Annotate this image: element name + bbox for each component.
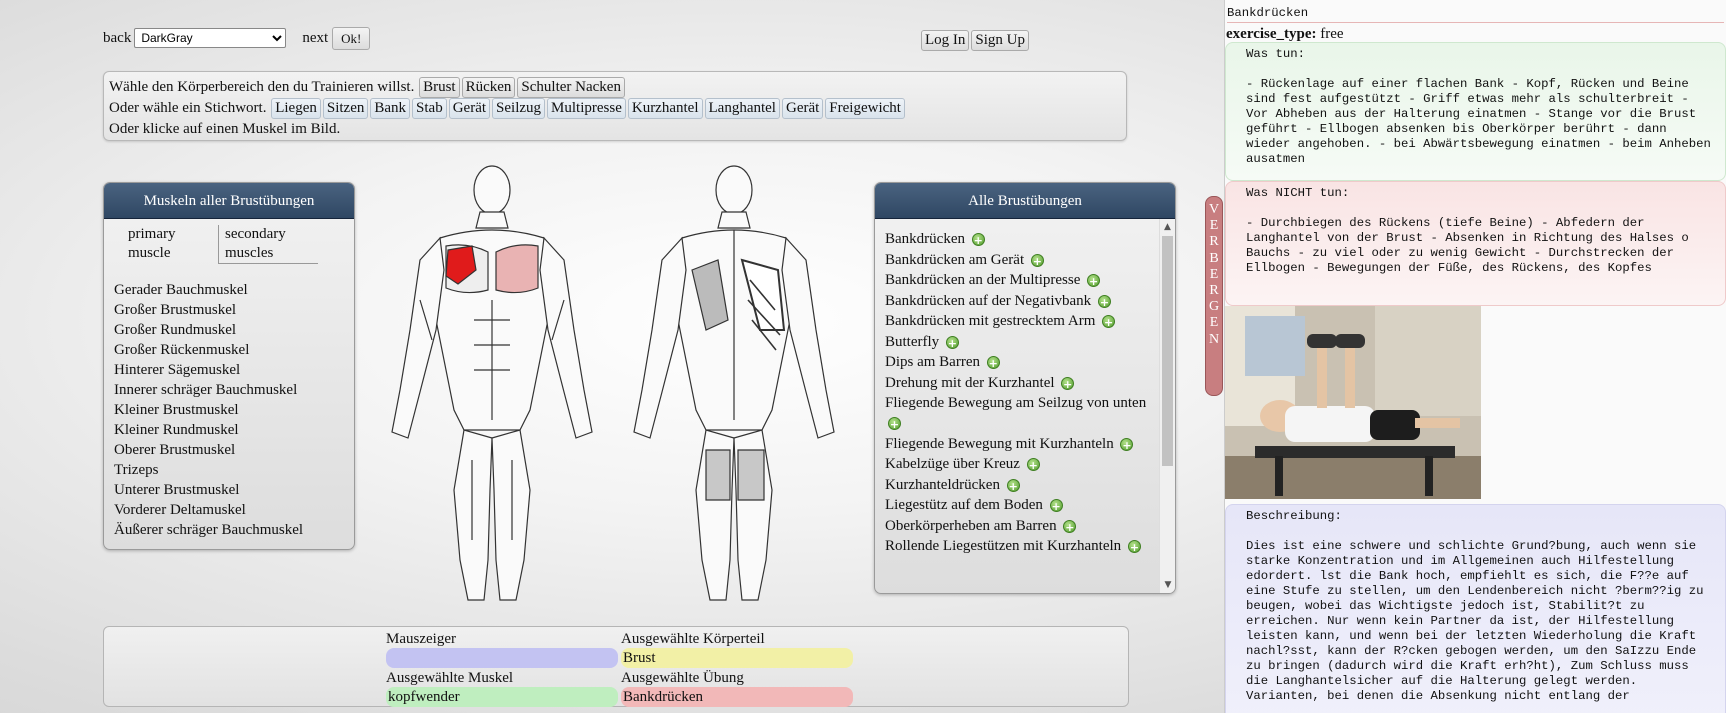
- muscle-list-item[interactable]: Kleiner Brustmuskel: [114, 402, 239, 418]
- keyword-buttons: [270, 100, 906, 116]
- signup-button[interactable]: Sign Up: [971, 30, 1029, 51]
- add-exercise-icon[interactable]: +: [889, 418, 900, 432]
- exercise-list-item[interactable]: [885, 475, 1155, 495]
- detail-title: Bankdrücken: [1227, 6, 1724, 23]
- exercise-name[interactable]: Dips am Barren: [885, 354, 980, 370]
- bodypart-row: [109, 77, 1121, 98]
- add-exercise-icon[interactable]: +: [1089, 275, 1099, 289]
- bodypart-label: Ausgewählte Körperteil: [621, 631, 765, 647]
- add-exercise-icon[interactable]: +: [973, 234, 983, 248]
- muscle-list: [114, 280, 354, 540]
- exercise-name[interactable]: Liegestütz auf dem Boden: [885, 497, 1043, 513]
- back-body-figure[interactable]: [634, 166, 834, 600]
- exercise-scroll-area[interactable]: [875, 219, 1175, 593]
- muscle-panel: [103, 182, 355, 550]
- keyword-button[interactable]: Langhantel: [705, 98, 780, 119]
- hide-tab-label: V E R B E R G E N: [1208, 202, 1220, 347]
- muscle-label: Ausgewählte Muskel: [386, 670, 514, 686]
- exercise-type-key: exercise_type:: [1226, 26, 1317, 42]
- do-text: - Rückenlage auf einer flachen Bank - Kopf, Rücken und Beine sind fest aufgestützt - Griff etwas mehr als schulterbreit - Vor Abheben aus der Halterung einatmen - Stange vor die Brust geführt - Ellbogen absenken bis Oberkörper berührt - dann wieder angehoben. - bei Abwärtsbewegung einatmen - beim Anheben ausatmen: [1246, 77, 1719, 166]
- muscle-list-item[interactable]: Innerer schräger Bauchmuskel: [114, 382, 298, 398]
- add-exercise-icon[interactable]: +: [1065, 520, 1075, 534]
- keyword-button[interactable]: Multipresse: [547, 98, 626, 119]
- add-exercise-icon[interactable]: +: [947, 336, 958, 350]
- add-exercise-icon[interactable]: +: [1129, 541, 1140, 555]
- mouse-value: [386, 648, 618, 668]
- keyword-button[interactable]: Seilzug: [492, 98, 545, 119]
- exercise-list-item[interactable]: [885, 454, 1155, 474]
- muscle-click-hint: Oder klicke auf einen Muskel im Bild.: [109, 121, 341, 137]
- muscle-value: kopfwender: [386, 687, 618, 707]
- exercise-list-item[interactable]: [885, 352, 1155, 372]
- muscle-list-item[interactable]: Großer Rückenmuskel: [114, 342, 250, 358]
- back-label: back: [103, 29, 132, 46]
- exercise-detail: [1224, 0, 1726, 713]
- exercise-name[interactable]: Fliegende Bewegung mit Kurzhanteln: [885, 435, 1114, 452]
- login-button[interactable]: Log In: [921, 30, 969, 51]
- do-box: [1225, 42, 1726, 181]
- keyword-prompt: Oder wähle ein Stichwort.: [109, 100, 267, 116]
- exercise-name[interactable]: Kurzhanteldrücken: [885, 476, 1000, 493]
- keyword-row: [109, 98, 1121, 119]
- front-body-figure[interactable]: [392, 166, 592, 600]
- bodypart-value: Brust: [621, 648, 853, 668]
- add-exercise-icon[interactable]: +: [1122, 438, 1132, 452]
- keyword-button[interactable]: Bank: [370, 98, 410, 119]
- scroll-thumb[interactable]: [1162, 236, 1173, 466]
- mouse-label: Mauszeiger: [386, 631, 456, 647]
- dont-heading: Was NICHT tun:: [1246, 186, 1350, 200]
- muscle-list-item[interactable]: Großer Brustmuskel: [114, 302, 237, 318]
- do-heading: Was tun:: [1246, 47, 1306, 61]
- add-exercise-icon[interactable]: +: [988, 357, 998, 371]
- exercise-name[interactable]: Bankdrücken mit gestrecktem Arm: [885, 313, 1096, 329]
- keyword-button[interactable]: Gerät: [782, 98, 823, 119]
- exercise-name[interactable]: Fliegende Bewegung am Seilzug von unten: [885, 395, 1147, 411]
- exercise-name[interactable]: Oberkörperheben am Barren: [885, 517, 1057, 534]
- exercise-list-item[interactable]: [885, 270, 1155, 290]
- exercise-type: [1225, 23, 1726, 42]
- description-heading: Beschreibung:: [1246, 509, 1342, 523]
- exercise-value: Bankdrücken: [621, 687, 853, 707]
- exercise-status: [621, 669, 853, 707]
- keyword-button[interactable]: Sitzen: [323, 98, 369, 119]
- exercise-name[interactable]: Bankdrücken: [885, 231, 965, 247]
- muscle-list-item[interactable]: Vorderer Deltamuskel: [114, 502, 246, 518]
- next-label: next: [302, 29, 329, 46]
- keyword-button[interactable]: Liegen: [271, 98, 321, 119]
- add-exercise-icon[interactable]: +: [1008, 479, 1018, 493]
- exercise-name[interactable]: Bankdrücken an der Multipresse: [885, 272, 1081, 288]
- exercise-name[interactable]: Rollende Liegestützen mit Kurzhanteln: [885, 538, 1122, 554]
- muscle-list-item[interactable]: Gerader Bauchmuskel: [114, 282, 248, 298]
- exercise-list-item[interactable]: [885, 250, 1155, 270]
- exercise-scrollbar[interactable]: [1159, 219, 1175, 593]
- exercise-photo: [1225, 306, 1481, 499]
- add-exercise-icon[interactable]: +: [1032, 254, 1042, 268]
- keyword-button[interactable]: Stab: [412, 98, 447, 119]
- auth-buttons: [920, 30, 1030, 51]
- exercise-list-item[interactable]: [885, 229, 1155, 249]
- muscle-list-item[interactable]: Äußerer schräger Bauchmuskel: [114, 522, 304, 538]
- color-select[interactable]: [134, 28, 286, 48]
- anatomy-svg[interactable]: [380, 160, 860, 620]
- bodypart-status: [621, 630, 853, 668]
- exercise-list-item[interactable]: [885, 332, 1155, 352]
- exercise-name[interactable]: Butterfly: [885, 333, 940, 350]
- bodypart-buttons: [418, 79, 626, 95]
- exercise-label: Ausgewählte Übung: [621, 670, 744, 686]
- anatomy-figures[interactable]: [380, 160, 860, 620]
- exercise-list-item[interactable]: [885, 373, 1155, 393]
- bodypart-prompt: Wähle den Körperbereich den du Trainieren willst.: [109, 79, 415, 95]
- muscle-list-item[interactable]: Trizeps: [114, 462, 159, 478]
- scroll-down-icon[interactable]: ▼: [1164, 580, 1172, 590]
- muscle-list-item[interactable]: Kleiner Rundmuskel: [114, 422, 239, 438]
- exercise-name[interactable]: Drehung mit der Kurzhantel: [885, 374, 1055, 391]
- exercise-list-item[interactable]: [885, 495, 1155, 515]
- description-box: [1225, 504, 1726, 713]
- selection-box: [103, 71, 1127, 141]
- exercise-panel-title: Alle Brustübungen: [875, 183, 1175, 219]
- exercise-type-value: free: [1320, 26, 1344, 42]
- add-exercise-icon[interactable]: +: [1099, 295, 1110, 309]
- exercise-list-item[interactable]: [885, 311, 1155, 331]
- scroll-up-icon[interactable]: ▲: [1164, 222, 1171, 232]
- bodypart-button[interactable]: Schulter Nacken: [517, 77, 625, 98]
- add-exercise-icon[interactable]: +: [1104, 316, 1114, 330]
- exercise-list-item[interactable]: [885, 536, 1155, 556]
- exercise-list-item[interactable]: [885, 393, 1155, 433]
- keyword-button[interactable]: Gerät: [449, 98, 490, 119]
- muscle-tabs: [122, 225, 326, 264]
- tab-secondary-muscles[interactable]: secondary muscles: [218, 225, 318, 264]
- dont-text: - Durchbiegen des Rückens (tiefe Beine) - Abfedern der Langhantel von der Brust - Absenken in Richtung des Halses o Bauchs - zu viel oder zu wenig Gewicht - Durchstrecken der Ellbogen - Bewegungen der Füße, des Rückens, des Kopfes: [1246, 216, 1697, 275]
- color-navigation: [103, 26, 371, 50]
- muscle-list-item[interactable]: Oberer Brustmuskel: [114, 442, 236, 458]
- add-exercise-icon[interactable]: +: [1028, 459, 1038, 473]
- bodypart-button[interactable]: Rücken: [462, 77, 516, 98]
- tab-primary-muscle[interactable]: primary muscle: [128, 226, 176, 261]
- mouse-status: [386, 630, 618, 668]
- keyword-button[interactable]: Freigewicht: [825, 98, 905, 119]
- muscle-list-item[interactable]: Großer Rundmuskel: [114, 322, 237, 338]
- muscle-list-item[interactable]: Hinterer Sägemuskel: [114, 362, 241, 378]
- muscle-panel-title: Muskeln aller Brustübungen: [104, 183, 354, 219]
- exercise-list-item[interactable]: [885, 516, 1155, 536]
- selection-status: [103, 626, 1129, 707]
- muscle-list-item[interactable]: Unterer Brustmuskel: [114, 482, 240, 498]
- exercise-list-item[interactable]: [885, 434, 1155, 454]
- add-exercise-icon[interactable]: +: [1063, 377, 1073, 391]
- ok-button[interactable]: Ok!: [332, 27, 370, 50]
- hide-detail-tab[interactable]: [1205, 196, 1223, 396]
- exercise-list-item[interactable]: [885, 291, 1155, 311]
- muscle-status: [386, 669, 618, 707]
- keyword-button[interactable]: Kurzhantel: [628, 98, 703, 119]
- exercise-name[interactable]: Bankdrücken auf der Negativbank: [885, 292, 1092, 309]
- bodypart-button[interactable]: Brust: [419, 77, 460, 98]
- exercise-panel: [874, 182, 1176, 594]
- exercise-list: [875, 219, 1175, 556]
- exercise-name[interactable]: Kabelzüge über Kreuz: [885, 456, 1020, 472]
- dont-box: [1225, 181, 1726, 306]
- description-text: Dies ist eine schwere und schlichte Grund?bung, auch wenn sie starke Konzentration und im Allgemeinen auch Hilfestellung edordert. lst die Bank hoch, empfiehlt es sich, die F??e auf eine Stufe zu stellen, um den Lendenbereich nicht ?berm??ig zu beugen, wobei das Wichtigste jedoch ist, Stabilit?t zu erreichen. Nur wenn kein Partner da ist, der Hilfestellung leisten kann, und wenn bei der letzten Wiederholung die Kraft nachl?sst, kann der R?cken gebogen werden, um den SaIzzu Ende zu bringen (dadurch wird die Kraft erh?ht), Zum Schluss muss die Langhantelsicher auf die Halterung gelegt werden. Varianten, bei denen die Absenkung nicht entlang der: [1246, 539, 1711, 703]
- add-exercise-icon[interactable]: +: [1051, 500, 1061, 514]
- exercise-name[interactable]: Bankdrücken am Gerät: [885, 251, 1025, 268]
